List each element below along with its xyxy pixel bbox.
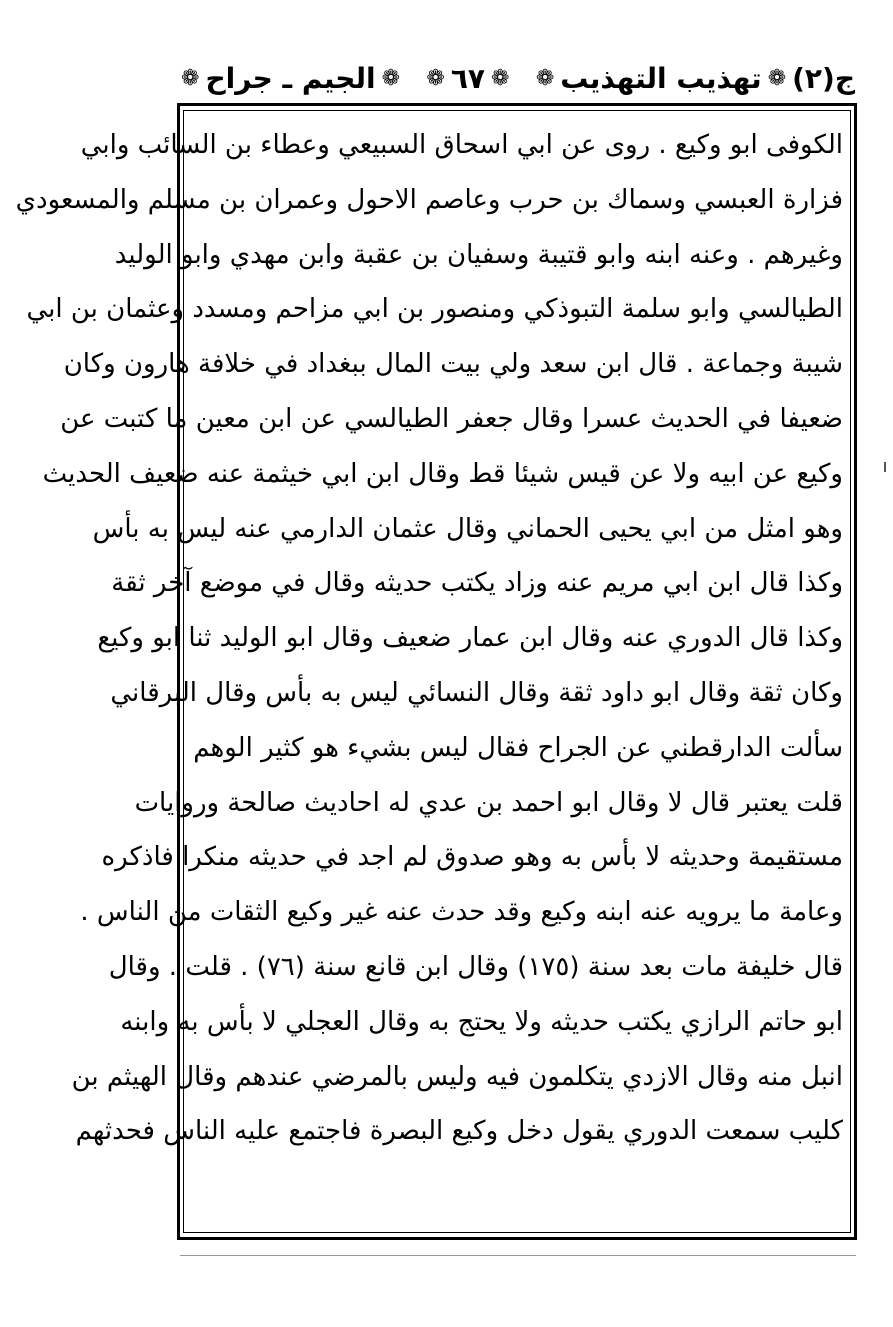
text-line: فزارة العبسي وسماك بن حرب وعاصم الاحول وعمران بن مسلم والمسعودي	[15, 184, 843, 215]
edge-mark	[884, 462, 886, 472]
text-line: سألت الدارقطني عن الجراح فقال ليس بشيء هو كثير الوهم	[193, 732, 843, 763]
text-line: الكوفى ابو وكيع . روى عن ابي اسحاق السبيعي وعطاء بن السائب وابي	[80, 130, 843, 160]
ornament-icon: ❁	[181, 65, 200, 91]
ornament-icon: ❁	[767, 65, 787, 91]
section-title: الجيم ـ جراح	[205, 61, 376, 95]
running-head	[175, 58, 855, 98]
bottom-rule	[180, 1255, 856, 1256]
text-line: قلت يعتبر قال لا وقال ابو احمد بن عدي له احاديث صالحة وروايات	[134, 787, 843, 818]
section-group	[175, 62, 406, 95]
book-title: تهذيب التهذيب	[560, 61, 762, 95]
text-line: قال خليفة مات بعد سنة (١٧٥) وقال ابن قانع سنة (٧٦) . قلت . وقال	[108, 951, 843, 982]
text-line: وعامة ما يرويه عنه ابنه وكيع وقد حدث عنه غير وكيع الثقات من الناس .	[80, 897, 843, 928]
ornament-icon: ❁	[491, 65, 510, 91]
ornament-icon: ❁	[381, 65, 400, 91]
body-text	[15, 118, 843, 1159]
text-line: وكذا قال الدوري عنه وقال ابن عمار ضعيف وقال ابو الوليد ثنا ابو وكيع	[97, 623, 843, 654]
text-line: شيبة وجماعة . قال ابن سعد ولي بيت المال ببغداد في خلافة هارون وكان	[63, 349, 843, 380]
text-line: انبل منه وقال الازدي يتكلمون فيه وليس بالمرضي عندهم وقال الهيثم بن	[71, 1061, 843, 1092]
text-line: وكذا قال ابن ابي مريم عنه وزاد يكتب حديثه وقال في موضع آخر ثقة	[111, 568, 843, 599]
text-line: وغيرهم . وعنه ابنه وابو قتيبة وسفيان بن عقبة وابن مهدي وابو الوليد	[114, 239, 843, 270]
text-line: مستقيمة وحديثه لا بأس به وهو صدوق لم اجد في حديثه منكرا فاذكره	[101, 842, 843, 873]
volume-group	[530, 62, 855, 95]
text-line: الطيالسي وابو سلمة التبوذكي ومنصور بن ابي مزاحم ومسدد وعثمان بن ابي	[26, 294, 843, 325]
text-line: ضعيفا في الحديث عسرا وقال جعفر الطيالسي عن ابن معين ما كتبت عن	[60, 403, 843, 434]
ornament-icon: ❁	[426, 65, 445, 91]
ornament-icon: ❁	[535, 65, 555, 91]
volume-marker: ج(٢)	[792, 61, 855, 95]
text-line: وكيع عن ابيه ولا عن قيس شيئا قط وقال ابن ابي خيثمة عنه ضعيف الحديث	[42, 458, 843, 489]
text-line: كليب سمعت الدوري يقول دخل وكيع البصرة فاجتمع عليه الناس فحدثهم	[75, 1116, 843, 1147]
page-number: ٦٧	[450, 61, 485, 95]
text-line: وكان ثقة وقال ابو داود ثقة وقال النسائي ليس به بأس وقال البرقاني	[110, 677, 843, 708]
text-line: ابو حاتم الرازي يكتب حديثه ولا يحتج به وقال العجلي لا بأس به وابنه	[120, 1006, 843, 1037]
text-line: وهو امثل من ابي يحيى الحماني وقال عثمان الدارمي عنه ليس به بأس	[92, 513, 843, 544]
page-number-group	[420, 62, 515, 95]
